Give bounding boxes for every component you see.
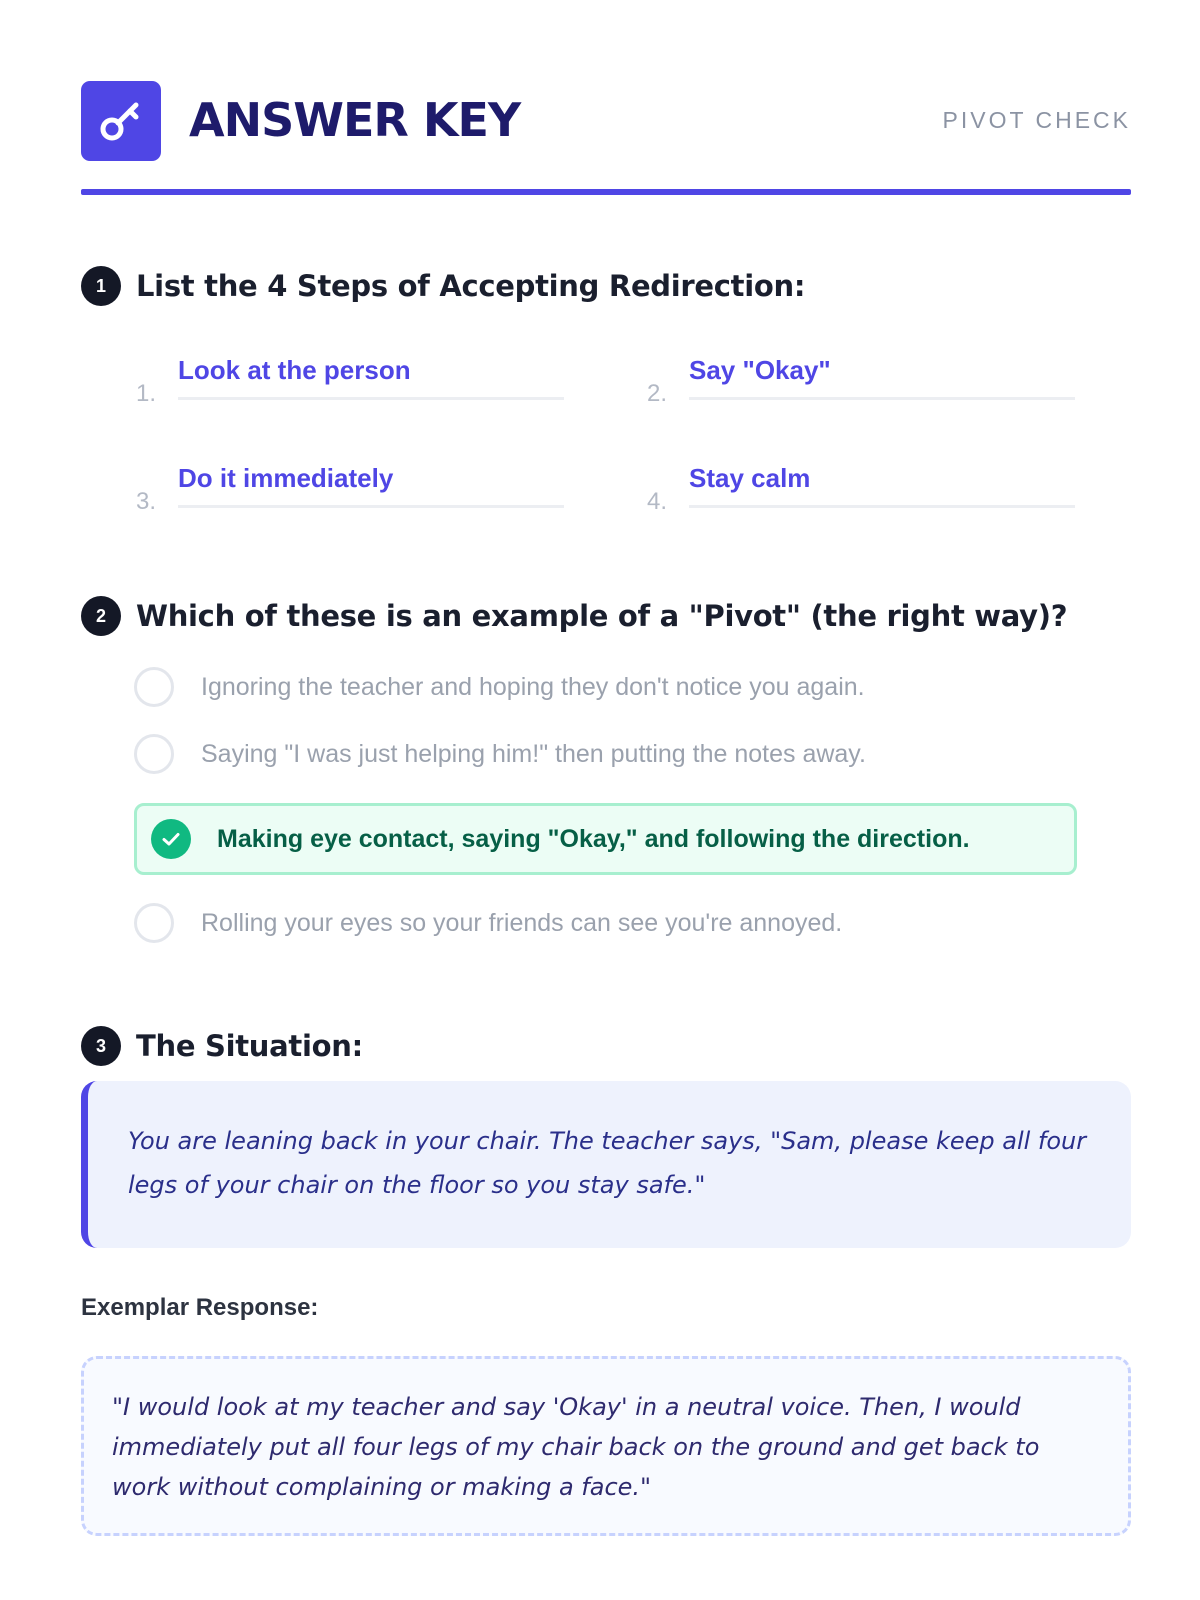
step-number: 4. bbox=[647, 488, 668, 515]
situation-text: You are leaning back in your chair. The teacher says, "Sam, please keep all four legs of your chair on the floor so you stay safe." bbox=[128, 1127, 1087, 1199]
question-number-badge: 3 bbox=[81, 1026, 121, 1066]
step-1 bbox=[136, 352, 566, 412]
exemplar-label: Exemplar Response: bbox=[81, 1294, 319, 1321]
option-3-correct[interactable] bbox=[134, 803, 1077, 875]
question-number-badge: 2 bbox=[81, 596, 121, 636]
exemplar-response-box bbox=[81, 1356, 1131, 1536]
option-text: Rolling your eyes so your friends can see you're annoyed. bbox=[201, 908, 843, 937]
radio-button[interactable] bbox=[134, 667, 174, 707]
step-answer: Say "Okay" bbox=[689, 355, 831, 385]
step-number: 2. bbox=[647, 380, 668, 407]
situation-box bbox=[81, 1081, 1131, 1248]
option-1[interactable] bbox=[134, 651, 1077, 723]
check-circle-icon bbox=[151, 819, 191, 859]
answer-line bbox=[689, 397, 1075, 400]
question-2-heading bbox=[81, 596, 1067, 636]
answer-line bbox=[689, 505, 1075, 508]
answer-line bbox=[178, 505, 564, 508]
step-number: 1. bbox=[136, 380, 157, 407]
step-3 bbox=[136, 460, 566, 520]
step-2 bbox=[647, 352, 1077, 412]
option-2[interactable] bbox=[134, 718, 1077, 790]
option-text: Making eye contact, saying "Okay," and following the direction. bbox=[217, 824, 970, 853]
question-text: Which of these is an example of a "Pivot" (the right way)? bbox=[136, 599, 1068, 633]
step-answer: Stay calm bbox=[689, 463, 811, 493]
logo bbox=[81, 81, 161, 161]
step-answer: Look at the person bbox=[178, 355, 411, 385]
step-number: 3. bbox=[136, 488, 157, 515]
step-4 bbox=[647, 460, 1077, 520]
key-icon bbox=[95, 95, 147, 147]
radio-button[interactable] bbox=[134, 734, 174, 774]
exemplar-text: "I would look at my teacher and say 'Okay' in a neutral voice. Then, I would immediately put all four legs of my chair back on the ground and get back to work without complaining or making a face." bbox=[112, 1393, 1040, 1501]
question-text: List the 4 Steps of Accepting Redirection: bbox=[136, 269, 806, 303]
question-1-heading bbox=[81, 266, 805, 306]
answer-line bbox=[178, 397, 564, 400]
question-3-heading bbox=[81, 1026, 363, 1066]
radio-button[interactable] bbox=[134, 903, 174, 943]
option-4[interactable] bbox=[134, 887, 1077, 959]
question-text: The Situation: bbox=[136, 1029, 363, 1063]
question-number-badge: 1 bbox=[81, 266, 121, 306]
option-text: Saying "I was just helping him!" then putting the notes away. bbox=[201, 739, 866, 768]
option-text: Ignoring the teacher and hoping they don't notice you again. bbox=[201, 672, 865, 701]
header-tag: PIVOT CHECK bbox=[942, 107, 1131, 133]
header bbox=[81, 81, 1131, 196]
header-divider bbox=[81, 189, 1131, 195]
page-title: ANSWER KEY bbox=[189, 93, 521, 147]
step-answer: Do it immediately bbox=[178, 463, 394, 493]
